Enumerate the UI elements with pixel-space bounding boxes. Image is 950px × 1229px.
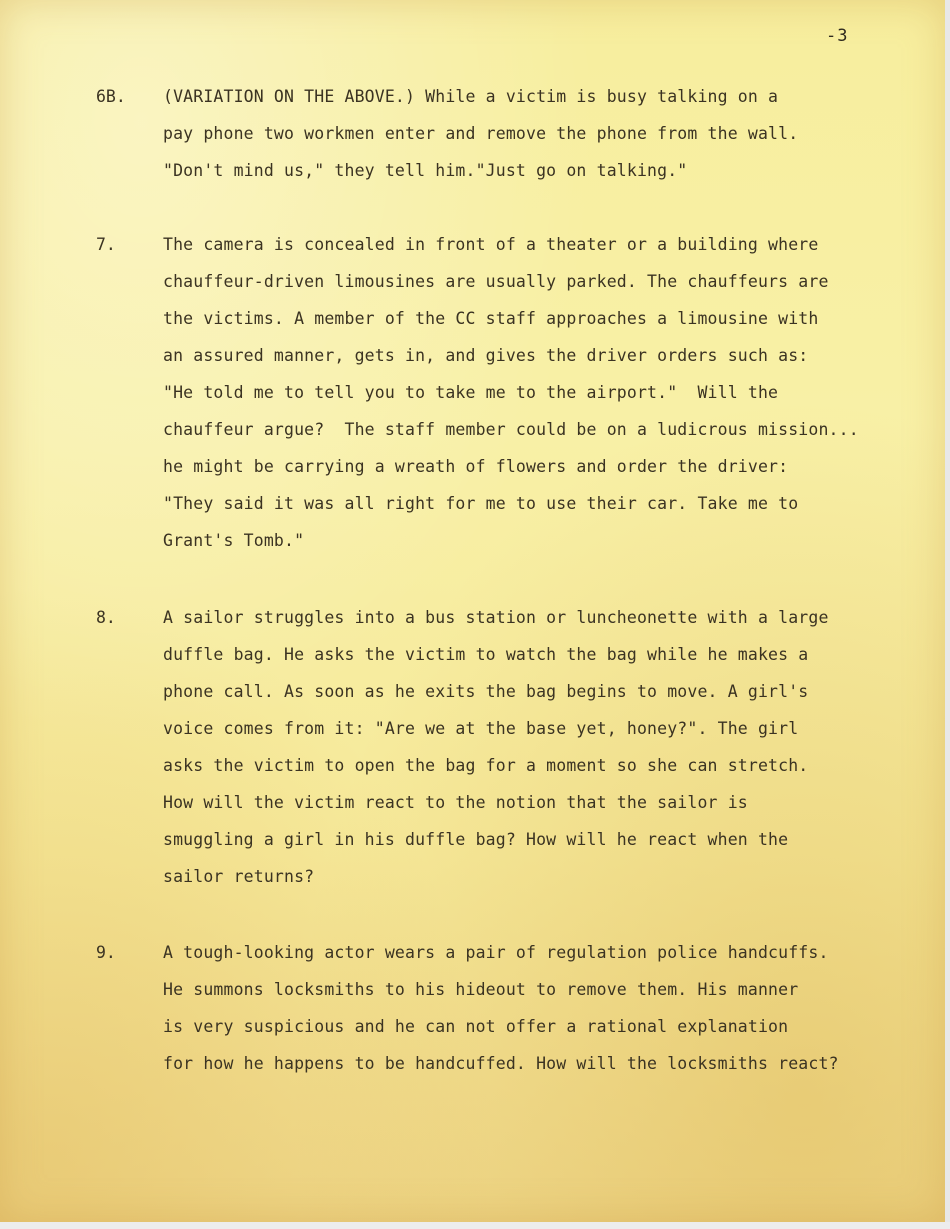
item-line: (VARIATION ON THE ABOVE.) While a victim is busy talking on a <box>163 87 779 106</box>
item-line: Grant's Tomb." <box>163 531 305 550</box>
item-line: asks the victim to open the bag for a moment so she can stretch. <box>163 756 809 775</box>
item-number: 6B. <box>96 87 126 106</box>
item-line: voice comes from it: "Are we at the base yet, honey?". The girl <box>163 719 799 738</box>
item-line: smuggling a girl in his duffle bag? How will he react when the <box>163 830 789 849</box>
item-line: the victims. A member of the CC staff approaches a limousine with <box>163 309 819 328</box>
item-line: "He told me to tell you to take me to the airport." Will the <box>163 383 779 402</box>
item-line: pay phone two workmen enter and remove the phone from the wall. <box>163 124 799 143</box>
item-line: is very suspicious and he can not offer a rational explanation <box>163 1017 789 1036</box>
page-number: -3 <box>826 26 849 46</box>
item-number: 9. <box>96 943 116 962</box>
item-line: The camera is concealed in front of a theater or a building where <box>163 235 819 254</box>
item-number: 8. <box>96 608 116 627</box>
item-line: duffle bag. He asks the victim to watch the bag while he makes a <box>163 645 809 664</box>
scan-edge <box>945 0 950 1229</box>
item-line: an assured manner, gets in, and gives the driver orders such as: <box>163 346 809 365</box>
item-line: for how he happens to be handcuffed. How will the locksmiths react? <box>163 1054 839 1073</box>
item-line: phone call. As soon as he exits the bag begins to move. A girl's <box>163 682 809 701</box>
scan-bottom-edge <box>0 1222 950 1229</box>
item-line: He summons locksmiths to his hideout to remove them. His manner <box>163 980 799 999</box>
item-line: How will the victim react to the notion that the sailor is <box>163 793 748 812</box>
item-line: he might be carrying a wreath of flowers and order the driver: <box>163 457 789 476</box>
item-line: "Don't mind us," they tell him."Just go on talking." <box>163 161 688 180</box>
item-line: sailor returns? <box>163 867 315 886</box>
item-line: "They said it was all right for me to use their car. Take me to <box>163 494 799 513</box>
item-number: 7. <box>96 235 116 254</box>
item-line: chauffeur argue? The staff member could be on a ludicrous mission... <box>163 420 859 439</box>
item-line: chauffeur-driven limousines are usually parked. The chauffeurs are <box>163 272 829 291</box>
item-line: A tough-looking actor wears a pair of regulation police handcuffs. <box>163 943 829 962</box>
item-line: A sailor struggles into a bus station or luncheonette with a large <box>163 608 829 627</box>
